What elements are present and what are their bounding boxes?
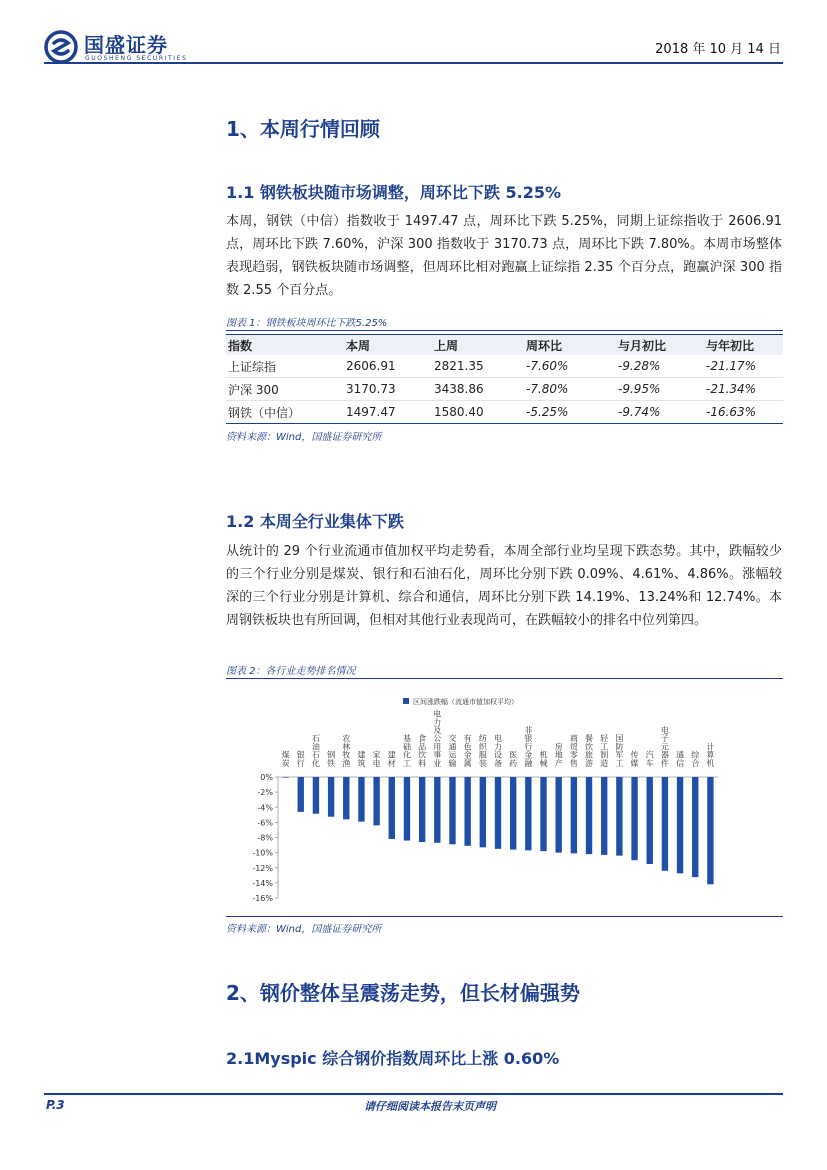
x-category-label: 电力设备 xyxy=(494,734,502,768)
x-category-label: 传媒 xyxy=(630,750,639,768)
y-tick-label: -10% xyxy=(252,848,273,858)
table-cell: 1580.40 xyxy=(434,401,526,424)
figure-1-caption: 图表 1：钢铁板块周环比下跌5.25% xyxy=(226,318,388,329)
bar xyxy=(282,777,288,778)
report-date: 2018 年 10 月 14 日 xyxy=(655,42,781,57)
table-cell: 上证综指 xyxy=(226,355,346,378)
x-category-label: 建材 xyxy=(387,750,396,768)
section-1-2-body: 从统计的 29 个行业流通市值加权平均走势看，本周全部行业均呈现下跌态势。其中，跌幅较少的三个行业分别是煤炭、银行和石油石化，周环比分别下跌 0.09%、4.61%、4.86%。涨幅较深的三个行业分别是计算机、综合和通信，周环比分别下跌 14.19%、13.24%和 12.74%。本周钢铁板块也有所回调，但相对其他行业表现尚可，在跌幅较小的排名中位列第四。 xyxy=(226,544,782,628)
bar xyxy=(692,777,698,877)
figure-1-rule xyxy=(226,330,783,331)
logo-mark-icon xyxy=(44,30,78,64)
bar xyxy=(358,777,364,822)
y-tick-label: -2% xyxy=(257,788,273,798)
x-category-label: 餐饮旅游 xyxy=(585,734,594,768)
company-logo xyxy=(44,26,214,66)
y-tick-label: -12% xyxy=(252,863,273,873)
bar xyxy=(556,777,562,853)
bar xyxy=(662,777,668,871)
y-tick-label: 0% xyxy=(260,773,273,782)
bar xyxy=(601,777,607,855)
table-cell: -21.17% xyxy=(706,355,783,378)
table-header-cell: 周环比 xyxy=(526,335,618,356)
x-category-label: 非银行金融 xyxy=(524,726,533,768)
x-category-label: 交通运输 xyxy=(448,734,457,768)
x-category-label: 计算机 xyxy=(706,742,715,768)
x-category-label: 通信 xyxy=(676,750,685,768)
table-cell: 1497.47 xyxy=(346,401,434,424)
bar xyxy=(328,777,334,817)
bar xyxy=(313,777,319,814)
bar xyxy=(373,777,379,825)
x-category-label: 建筑 xyxy=(357,750,366,768)
table-row xyxy=(226,378,783,401)
index-performance-table xyxy=(226,334,783,424)
logo-text: 国盛证券 xyxy=(84,33,168,57)
industry-ranking-chart xyxy=(226,680,783,917)
bar xyxy=(540,777,546,851)
table-cell: 钢铁（中信） xyxy=(226,401,346,424)
x-category-label: 机械 xyxy=(539,750,548,768)
table-header-cell: 指数 xyxy=(226,335,346,356)
section-1-1-title: 1.1 钢铁板块随市场调整，周环比下跌 5.25% xyxy=(226,183,561,202)
section-1-1-body: 本周，钢铁（中信）指数收于 1497.47 点，周环比下跌 5.25%，同期上证综指收于 2606.91 点，周环比下跌 7.60%，沪深 300 指数收于 3170.73 点，周环比下跌 7.80%。本周市场整体表现趋弱，钢铁板块随市场调整，但周环比相对跑赢上证综指 2.35 个百分点，跑赢沪深 300 指数 2.55 个百分点。 xyxy=(226,214,782,298)
x-category-label: 汽车 xyxy=(645,750,654,768)
x-category-label: 纺织服装 xyxy=(478,734,487,768)
bar xyxy=(434,777,440,843)
bar xyxy=(707,777,713,884)
table-header-cell: 本周 xyxy=(346,335,434,356)
bar xyxy=(677,777,683,873)
page-number: P.3 xyxy=(46,1098,65,1112)
y-tick-label: -6% xyxy=(257,818,273,828)
table-cell: -9.28% xyxy=(618,355,706,378)
bar xyxy=(616,777,622,856)
y-tick-label: -16% xyxy=(252,894,273,903)
figure-2-caption: 图表 2：各行业走势排名情况 xyxy=(226,666,356,677)
x-category-label: 商贸零售 xyxy=(569,734,578,768)
x-category-label: 综合 xyxy=(691,750,700,768)
figure-1-source: 资料来源：Wind，国盛证券研究所 xyxy=(226,432,382,443)
x-category-label: 房地产 xyxy=(554,742,563,768)
section-2-title: 2、钢价整体呈震荡走势，但长材偏强势 xyxy=(226,981,580,1005)
x-category-label: 家电 xyxy=(372,750,381,768)
chart-canvas xyxy=(226,680,783,916)
bar xyxy=(389,777,395,839)
table-cell: 3170.73 xyxy=(346,378,434,401)
bar xyxy=(480,777,486,847)
bar xyxy=(525,777,531,850)
table-cell: -5.25% xyxy=(526,401,618,424)
x-category-label: 国防军工 xyxy=(615,734,624,768)
bar xyxy=(631,777,637,860)
x-category-label: 电子元器件 xyxy=(660,726,669,768)
bar xyxy=(571,777,577,853)
table-header-row xyxy=(226,335,783,356)
footer-divider xyxy=(44,1093,783,1095)
legend-swatch xyxy=(403,698,409,704)
bar xyxy=(419,777,425,842)
bar xyxy=(464,777,470,846)
table-cell: -16.63% xyxy=(706,401,783,424)
table-cell: -7.60% xyxy=(526,355,618,378)
table-cell: 3438.86 xyxy=(434,378,526,401)
table-cell: 2606.91 xyxy=(346,355,434,378)
figure-2-rule xyxy=(226,678,783,679)
section-2-1-title: 2.1Myspic 综合钢价指数周环比上涨 0.60% xyxy=(226,1049,560,1068)
table-cell: 2821.35 xyxy=(434,355,526,378)
bar xyxy=(495,777,501,849)
table-row xyxy=(226,355,783,378)
bar xyxy=(343,777,349,819)
table-cell: -21.34% xyxy=(706,378,783,401)
y-tick-label: -14% xyxy=(252,878,273,888)
table-header-cell: 与年初比 xyxy=(706,335,783,356)
table-header-cell: 与月初比 xyxy=(618,335,706,356)
y-tick-label: -4% xyxy=(257,803,273,813)
table-cell: -9.95% xyxy=(618,378,706,401)
x-category-label: 有色金属 xyxy=(463,734,472,768)
x-category-label: 煤炭 xyxy=(281,750,290,768)
bar xyxy=(298,777,304,812)
table-header-cell: 上周 xyxy=(434,335,526,356)
x-category-label: 农林牧渔 xyxy=(342,734,351,768)
x-category-label: 基础化工 xyxy=(402,734,411,768)
x-category-label: 石油石化 xyxy=(311,734,320,768)
disclaimer-note: 请仔细阅读本报告末页声明 xyxy=(364,1100,496,1113)
bar xyxy=(449,777,455,844)
table-cell: -7.80% xyxy=(526,378,618,401)
bar xyxy=(586,777,592,854)
bar xyxy=(647,777,653,864)
bar xyxy=(404,777,410,841)
table-cell: -9.74% xyxy=(618,401,706,424)
legend-label: 区间涨跌幅（流通市值加权平均） xyxy=(413,698,518,706)
y-tick-label: -8% xyxy=(257,833,273,843)
figure-2-source: 资料来源：Wind，国盛证券研究所 xyxy=(226,924,382,935)
logo-subtext: GUOSHENG SECURITIES xyxy=(85,55,188,62)
section-1-2-title: 1.2 本周全行业集体下跌 xyxy=(226,512,404,531)
x-category-label: 银行 xyxy=(296,750,305,768)
x-category-label: 电力及公用事业 xyxy=(433,709,442,768)
x-category-label: 钢铁 xyxy=(327,750,336,768)
x-category-label: 医药 xyxy=(509,750,518,768)
x-category-label: 轻工制造 xyxy=(600,734,609,768)
table-cell: 沪深 300 xyxy=(226,378,346,401)
header-divider xyxy=(44,62,783,64)
table-row xyxy=(226,401,783,424)
section-1-title: 1、本周行情回顾 xyxy=(226,117,380,141)
x-category-label: 食品饮料 xyxy=(418,734,427,768)
bar xyxy=(510,777,516,850)
